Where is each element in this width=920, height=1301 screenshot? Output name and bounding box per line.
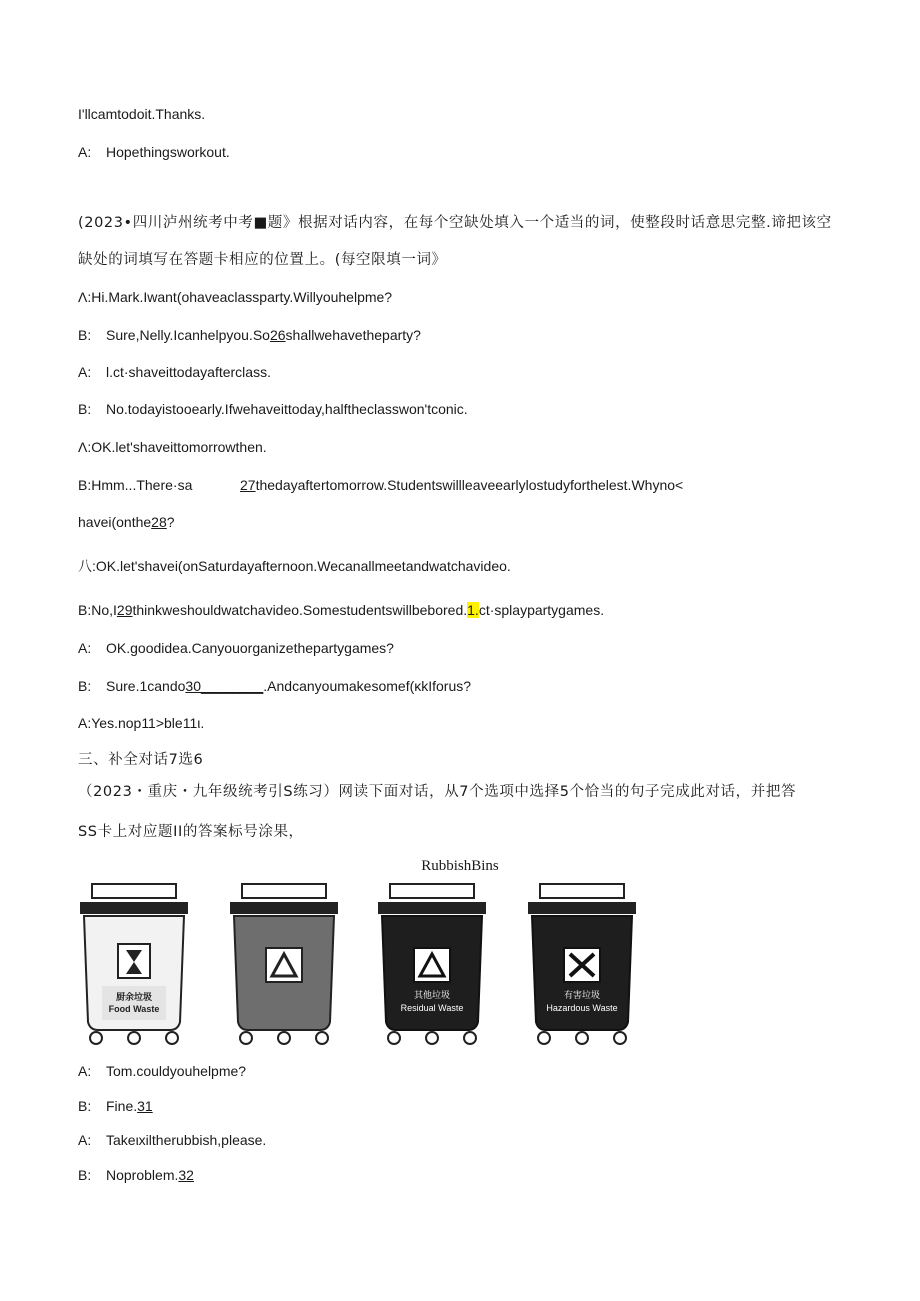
food-waste-bin-image <box>76 882 192 1048</box>
speaker-label: B: <box>78 1167 92 1183</box>
dialog-line <box>78 1132 266 1148</box>
line-text: OK.goodidea.Canyouorganizethepartygames? <box>106 640 394 656</box>
dialog-line <box>78 556 511 576</box>
dialog-line <box>78 106 205 122</box>
line-text: thedayaftertomorrow.Studentswillleaveearlylostudyforthelest.Whyno< <box>255 477 684 493</box>
speaker-label: B: <box>78 1098 92 1114</box>
instruction-text <box>78 211 832 232</box>
dialog-line <box>78 715 204 731</box>
dialog-line <box>78 364 271 380</box>
line-text: .Andcanyoumakesomef(κkIforus? <box>263 678 472 694</box>
figure-caption: RubbishBins <box>421 858 499 874</box>
instruction-text <box>78 248 447 269</box>
blank-30: 30________ <box>185 678 264 694</box>
line-text: Λ:OK.let'shaveittomorrowthen. <box>78 439 267 455</box>
residual-waste-bin-image <box>374 882 490 1048</box>
line-text: Sure,Nelly.Icanhelpyou.So <box>106 327 270 343</box>
dialog-line <box>78 327 421 343</box>
line-text: No.todayistooearly.Ifwehaveittoday,halftheclasswon'tconic. <box>106 401 468 417</box>
line-text: ? <box>166 514 175 530</box>
bin-label-cn: 厨余垃圾 <box>115 992 152 1002</box>
instruction-line: （2023・重庆・九年级统考引S练习）网读下面对话，从7个选项中选择5个恰当的句子完成此对话，并把答 <box>78 784 797 800</box>
line-text: A:Yes.nop11>ble11ι. <box>78 715 205 731</box>
line-text: Λ:Hi.Mark.Iwant(ohaveaclassparty.Willyouhelpme? <box>78 289 393 305</box>
speaker-label: A: <box>78 1063 92 1079</box>
line-text: I'llcamtodoit.Thanks. <box>78 106 206 122</box>
speaker-label: A: <box>78 1132 92 1148</box>
speaker-label: A: <box>78 364 92 380</box>
dialog-line <box>78 1167 194 1183</box>
speaker-label: B: <box>78 401 92 417</box>
blank-26: 26 <box>269 327 286 343</box>
blank-28: 28 <box>151 514 167 530</box>
dialog-line <box>78 602 604 618</box>
bin-label-en: Food Waste <box>108 1004 160 1014</box>
instruction-text <box>78 780 796 801</box>
line-text: B:No,I <box>78 602 117 618</box>
dialog-line <box>78 401 468 417</box>
section-title: 三、补全对话7选6 <box>78 752 204 768</box>
line-text: thinkweshouldwatchavideo.Somestudentswillbebored. <box>132 602 468 618</box>
instruction-line: SS卡上对应题II的答案标号涂果， <box>78 824 304 840</box>
bin-label-cn: 有害垃圾 <box>563 990 600 1000</box>
dialog-line <box>78 477 683 493</box>
line-text: Tom.couldyouhelpme? <box>106 1063 247 1079</box>
blank-27: 27 <box>240 477 256 493</box>
bin-label-en: Hazardous Waste <box>546 1003 618 1013</box>
blank-31: 31 <box>137 1098 153 1114</box>
hazardous-waste-bin-icon <box>524 882 640 1048</box>
dialog-line <box>78 514 175 530</box>
blank-29: 29 <box>116 602 133 618</box>
dialog-line <box>78 640 394 656</box>
instruction-line: (2023•四川泸州统考中考■题》根据对话内容，在每个空缺处填入一个适当的词，使整段时话意思完整.谛把该空 <box>78 215 832 231</box>
hazardous-waste-bin-image <box>524 882 640 1048</box>
line-text: Noproblem. <box>106 1167 179 1183</box>
line-text: ct·splaypartygames. <box>478 602 605 618</box>
speaker-label: B: <box>78 327 92 343</box>
line-text: shallwehavetheparty? <box>285 327 421 343</box>
line-text: havei(onthe <box>78 514 152 530</box>
food-waste-bin-icon <box>76 882 192 1048</box>
line-text: Hopethingsworkout. <box>106 144 230 160</box>
dialog-line <box>78 678 471 694</box>
line-text: Takeιxiltherubbish,please. <box>106 1132 267 1148</box>
residual-waste-bin-icon <box>374 882 490 1048</box>
dialog-line <box>78 439 267 455</box>
line-text: Fine. <box>106 1098 138 1114</box>
speaker-label: A: <box>78 640 92 656</box>
bin-label-en: Residual Waste <box>400 1003 464 1013</box>
recyclable-bin-image <box>226 882 342 1048</box>
line-text: Sure.1cando <box>106 678 186 694</box>
dialog-line <box>78 144 230 160</box>
dialog-line <box>78 1063 246 1079</box>
line-text: B:Hmm...There·sa <box>78 477 193 493</box>
speaker-label: B: <box>78 678 92 694</box>
highlighted-text: 1. <box>467 602 479 618</box>
line-text: l.ct·shaveittodayafterclass. <box>106 364 271 380</box>
line-text: 八:OK.let'shavei(onSaturdayafternoon.Wecanallmeetandwatchavideo. <box>78 558 511 574</box>
dialog-line <box>78 1098 153 1114</box>
bin-label-cn: 其他垃圾 <box>413 990 450 1000</box>
instruction-line: 缺处的词填写在答题卡相应的位置上。(每空限填一词》 <box>78 252 447 268</box>
speaker-label: A: <box>78 144 92 160</box>
recyclable-bin-icon <box>226 882 342 1048</box>
section-heading <box>78 748 203 769</box>
dialog-line <box>78 289 392 305</box>
blank-32: 32 <box>178 1167 194 1183</box>
instruction-text <box>78 820 304 841</box>
